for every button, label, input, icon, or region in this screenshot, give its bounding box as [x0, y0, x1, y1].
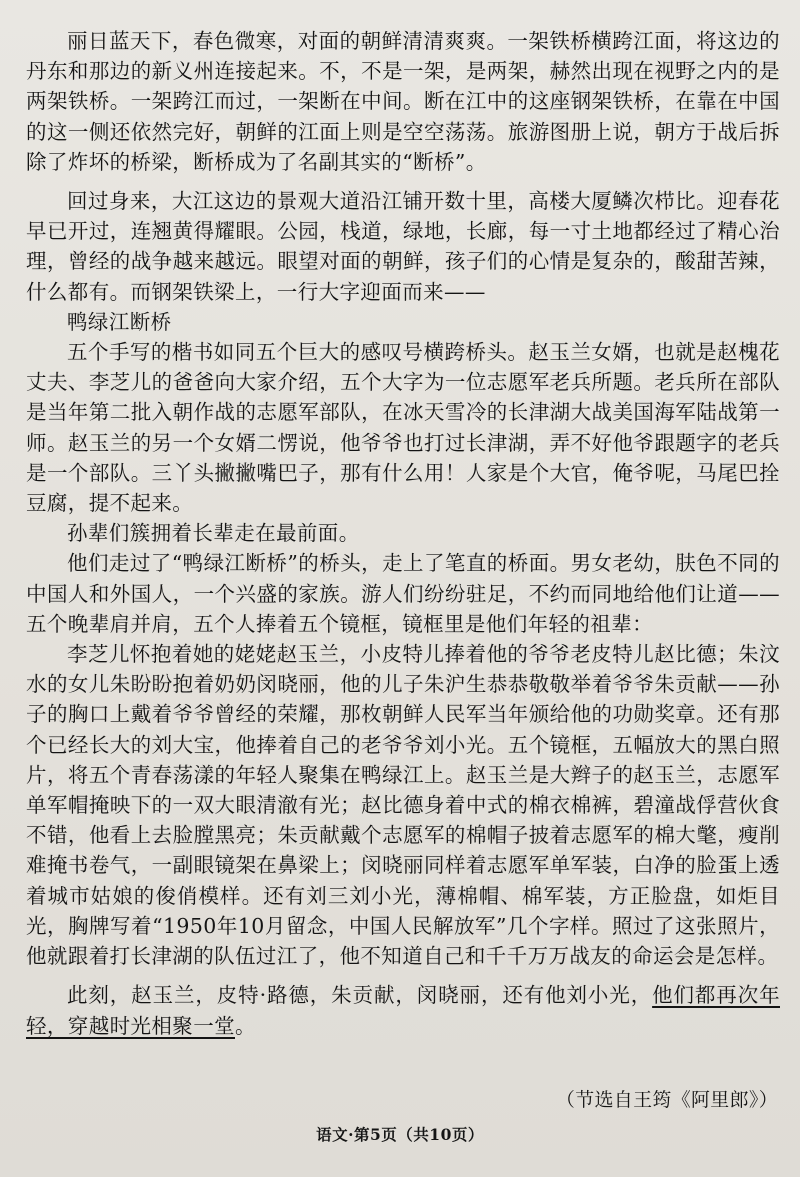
source-citation: （节选自王筠《阿里郎》）	[555, 1089, 778, 1111]
paragraph-8-end: 。	[235, 1013, 256, 1038]
paragraph-8	[26, 980, 780, 1040]
paragraph-4: 五个手写的楷书如同五个巨大的感叹号横跨桥头。赵玉兰女婿，也就是赵槐花丈夫、李芝儿的爸爸向大家介绍，五个大字为一位志愿军老兵所题。老兵所在部队是当年第二批入朝作战的志愿军部队，在冰天雪冷的长津湖大战美国海军陆战第一师。赵玉兰的另一个女婿二愣说，他爷爷也打过长津湖，弄不好他爷跟题字的老兵是一个部队。三丫头撇撇嘴巴子，那有什么用！人家是个大官，俺爷呢，马尾巴拴豆腐，提不起来。	[26, 340, 780, 516]
paragraph-2: 回过身来，大江这边的景观大道沿江铺开数十里，高楼大厦鳞次栉比。迎春花早已开过，连翘黄得耀眼。公园，栈道，绿地，长廊，每一寸土地都经过了精心治理，曾经的战争越来越远。眼望对面的朝鲜，孩子们的心情是复杂的，酸甜苦辣，什么都有。而钢架铁梁上，一行大字迎面而来——	[26, 189, 780, 304]
paragraph-bridge-inscription: 鸭绿江断桥	[67, 309, 172, 334]
paragraph-1: 丽日蓝天下，春色微寒，对面的朝鲜清清爽爽。一架铁桥横跨江面，将这边的丹东和那边的新义州连接起来。不，不是一架，是两架，赫然出现在视野之内的是两架铁桥。一架跨江而过，一架断在中间。断在江中的这座钢架铁桥，在靠在中国的这一侧还依然完好，朝鲜的江面上则是空空荡荡。旅游图册上说，朝方于战后拆除了炸坏的桥梁，断桥成为了名副其实的“断桥”。	[26, 29, 780, 174]
paragraph-8-lead: 此刻，赵玉兰，皮特·路德，朱贡献，闵晓丽，还有他刘小光，	[67, 983, 653, 1008]
page-footer: 语文·第5页（共10页）	[316, 1125, 484, 1144]
paragraph-6: 他们走过了“鸭绿江断桥”的桥头，走上了笔直的桥面。男女老幼，肤色不同的中国人和外国人，一个兴盛的家族。游人们纷纷驻足，不约而同地给他们让道——五个晚辈肩并肩，五个人捧着五个镜框，镜框里是他们年轻的祖辈：	[26, 551, 780, 636]
underlined-sentence: 他们都再次年轻，穿越时光相聚一堂	[26, 983, 780, 1038]
paragraph-5: 孙辈们簇拥着长辈走在最前面。	[67, 521, 360, 546]
paragraph-7: 李芝儿怀抱着她的姥姥赵玉兰，小皮特儿捧着他的爷爷老皮特儿赵比德；朱汶水的女儿朱盼盼抱着奶奶闵晓丽，他的儿子朱沪生恭恭敬敬举着爷爷朱贡献——孙子的胸口上戴着爷爷曾经的荣耀，那枚朝鲜人民军当年颁给他的功勋奖章。还有那个已经长大的刘大宝，他捧着自己的老爷爷刘小光。五个镜框，五幅放大的黑白照片，将五个青春荡漾的年轻人聚集在鸭绿江上。赵玉兰是大辫子的赵玉兰，志愿军单军帽掩映下的一双大眼清澈有光；赵比德身着中式的棉衣棉裤，碧潼战俘营伙食不错，他看上去脸膛黑亮；朱贡献戴个志愿军的棉帽子披着志愿军的棉大氅，瘦削难掩书卷气，一副眼镜架在鼻梁上；闵晓丽同样着志愿军单军装，白净的脸蛋上透着城市姑娘的俊俏模样。还有刘三刘小光，薄棉帽、棉军装，方正脸盘，如炬目光，胸牌写着“1950年10月留念，中国人民解放军”几个字样。照过了这张照片，他就跟着打长津湖的队伍过江了，他不知道自己和千千万万战友的命运会是怎样。	[26, 642, 780, 969]
